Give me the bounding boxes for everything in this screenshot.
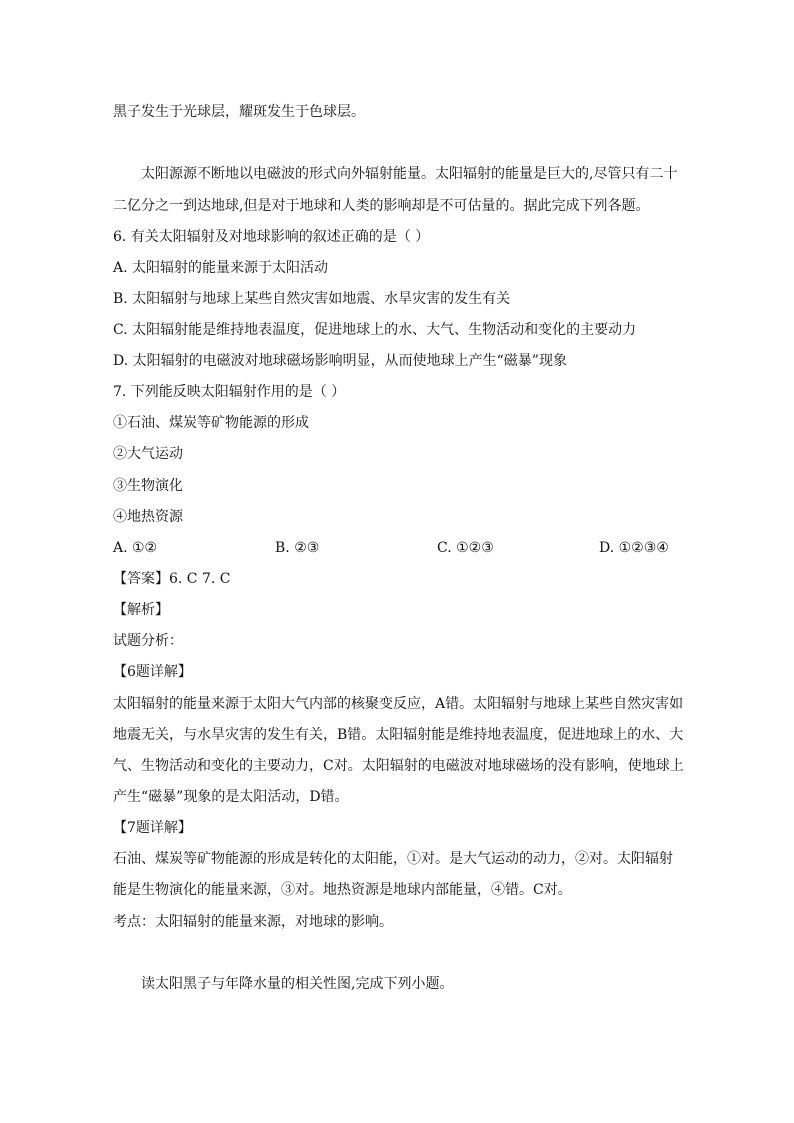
explanation-line: 产生“磁暴”现象的是太阳活动，D错。	[113, 789, 349, 805]
item-3: ③生物演化	[113, 478, 183, 494]
q7-detail-heading: 【7题详解】	[113, 820, 192, 836]
q7-option-b: B. ②③	[275, 540, 320, 556]
question-7: 7. 下列能反映太阳辐射作用的是（ ）	[113, 384, 346, 400]
explanation-line: 地震无关，与水旱灾害的发生有关，B错。太阳辐射能是维持地表温度，促进地球上的水、大	[113, 727, 684, 743]
question-6: 6. 有关太阳辐射及对地球影响的叙述正确的是（ ）	[113, 229, 430, 245]
topic-note: 考点：太阳辐射的能量来源，对地球的影响。	[113, 914, 393, 930]
item-2: ②大气运动	[113, 446, 183, 462]
item-1: ①石油、煤炭等矿物能源的形成	[113, 415, 309, 431]
passage-line: 二亿分之一到达地球,但是对于地球和人类的影响却是不可估量的。据此完成下列各题。	[113, 198, 650, 214]
q7-option-c: C. ①②③	[437, 540, 494, 556]
explanation-line: 能是生物演化的能量来源，③对。地热资源是地球内部能量，④错。C对。	[113, 882, 572, 898]
explanation-line: 气、生物活动和变化的主要动力，C对。太阳辐射的电磁波对地球磁场的没有影响，使地球上	[113, 758, 684, 774]
passage-line: 太阳源源不断地以电磁波的形式向外辐射能量。太阳辐射的能量是巨大的,尽管只有二十	[141, 166, 678, 182]
explanation-line: 太阳辐射的能量来源于太阳大气内部的核聚变反应，A错。太阳辐射与地球上某些自然灾害如	[113, 696, 684, 712]
analysis-heading: 【解析】	[113, 602, 169, 618]
option-a: A. 太阳辐射的能量来源于太阳活动	[113, 260, 329, 276]
next-question-prompt: 读太阳黑子与年降水量的相关性图,完成下列小题。	[141, 976, 454, 992]
option-c: C. 太阳辐射能是维持地表温度，促进地球上的水、大气、生物活动和变化的主要动力	[113, 322, 637, 338]
q7-option-d: D. ①②③④	[599, 540, 669, 556]
q7-option-a: A. ①②	[113, 540, 158, 556]
answer-line: 【答案】6. C 7. C	[113, 571, 231, 587]
option-d: D. 太阳辐射的电磁波对地球磁场影响明显，从而使地球上产生“磁暴”现象	[113, 353, 567, 369]
option-b: B. 太阳辐射与地球上某些自然灾害如地震、水旱灾害的发生有关	[113, 291, 511, 307]
item-4: ④地热资源	[113, 509, 183, 525]
q6-detail-heading: 【6题详解】	[113, 664, 192, 680]
explanation-line: 石油、煤炭等矿物能源的形成是转化的太阳能，①对。是大气运动的动力，②对。太阳辐射	[113, 851, 673, 867]
text-line: 黑子发生于光球层，耀斑发生于色球层。	[113, 104, 365, 120]
analysis-label: 试题分析：	[113, 633, 183, 649]
